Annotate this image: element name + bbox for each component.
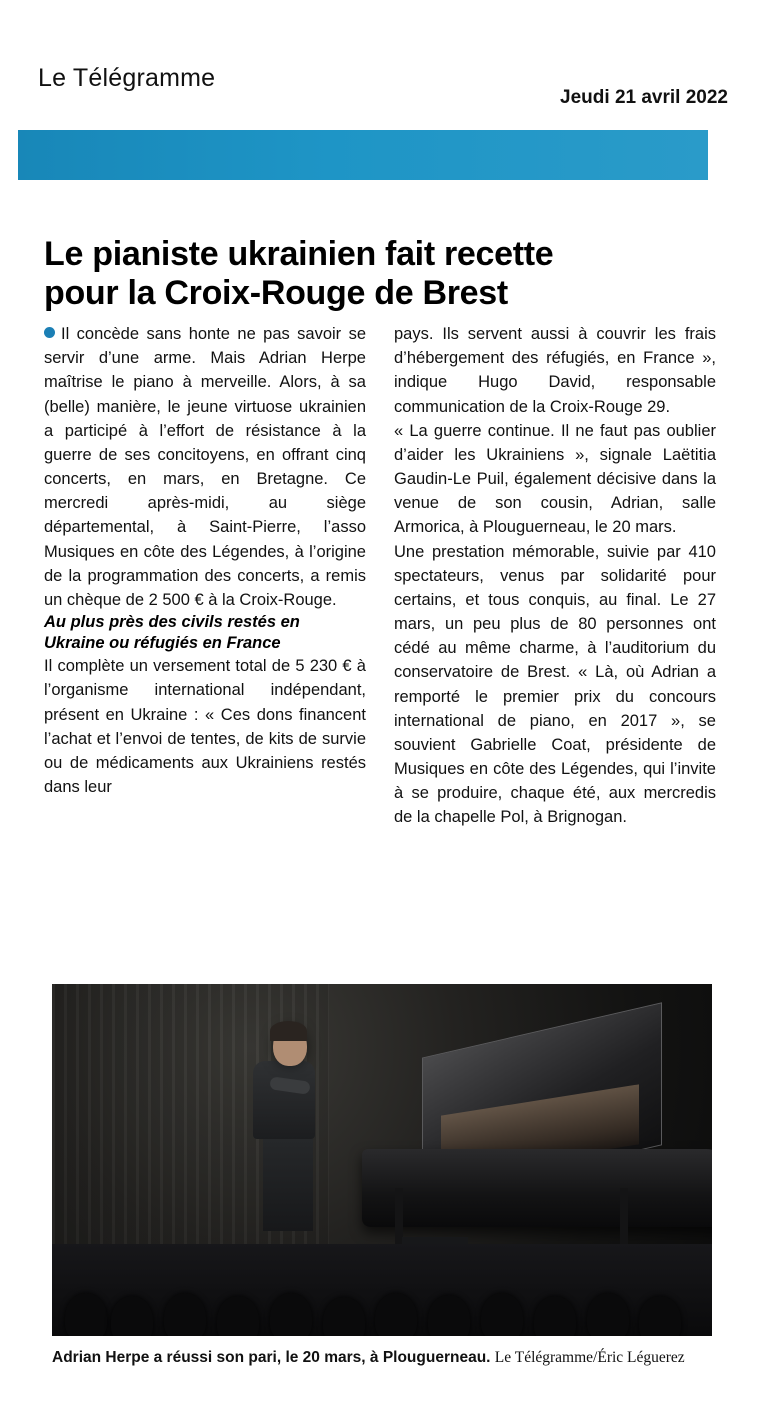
band-fill [18,130,708,180]
subheading-line-2: Ukraine ou réfugiés en France [44,634,281,653]
article-column-right [394,322,716,830]
audience-silhouettes [52,1252,712,1336]
bullet-icon [44,327,55,338]
article-column-left [44,322,366,799]
caption-credit: Le Télégramme/Éric Léguerez [494,1349,685,1366]
headline-line-2: pour la Croix-Rouge de Brest [44,274,508,313]
lead-paragraph [44,322,366,612]
paragraph-2: Il complète un versement total de 5 230 € à l’organisme international indépendant, présent en Ukraine : « Ces dons financent l’achat et l’envoi de tentes, de kits de survie ou de médicaments aux Ukrainiens restés dans leur [44,657,366,797]
article-headline [44,235,714,314]
piano-body [362,1149,712,1226]
subheading-line-1: Au plus près des civils restés en [44,613,300,632]
piano-leg-right [620,1188,628,1244]
performer-hair [270,1021,307,1041]
paragraph-4: « La guerre continue. Il ne faut pas oublier d’aider les Ukrainiens », signale Laëtitia Gaudin-Le Puil, également décisive dans la venue de son cousin, Adrian, salle Armorica, à Plouguerneau, le 20 mars. [394,421,716,537]
publication-title: Le Télégramme [38,64,216,92]
caption-text: Adrian Herpe a réussi son pari, le 20 mars, à Plouguerneau. [52,1349,491,1366]
paragraph-5: Une prestation mémorable, suivie par 410 spectateurs, venus par solidarité pour certains, et tous conquis, au final. Le 27 mars, un peu plus de 80 personnes ont cédé au même charme, à l’auditorium du conservatoire de Brest. « Là, où Adrian a remporté le premier prix du concours international de piano, en 2017 », se souvient Gabrielle Coat, présidente de Musiques en côte des Légendes, qui l’invite à se produire, chaque été, aux mercredis de la chapelle Pol, à Brignogan. [394,542,716,827]
photo-caption [52,1348,724,1368]
lead-paragraph-text: Il concède sans honte ne pas savoir se servir d’une arme. Mais Adrian Herpe maîtrise le piano à merveille. Alors, à sa (belle) manière, le jeune virtuose ukrainien a participé à l’effort de résistance à la guerre de ses concitoyens, en offrant cinq concerts, en mars, en Bretagne. Ce mercredi après-midi, au siège départemental, à Saint-Pierre, l’asso Musiques en côte des Légendes, à l’origine de la programmation des concerts, a remis un chèque de 2 500 € à la Croix-Rouge. [44,325,366,609]
performer-legs [263,1139,313,1231]
article-photo [52,984,712,1336]
piano-leg-left [395,1188,403,1244]
article-body [44,322,716,954]
article-subheading [44,612,366,654]
headline-line-1: Le pianiste ukrainien fait recette [44,234,554,273]
performer-torso [253,1061,315,1139]
paragraph-3: pays. Ils servent aussi à couvrir les frais d’hébergement des réfugiés, en France », indique Hugo David, responsable communication de la Croix-Rouge 29. [394,325,716,416]
section-color-band [18,130,708,180]
masthead [38,64,728,110]
publication-date: Jeudi 21 avril 2022 [560,87,728,108]
